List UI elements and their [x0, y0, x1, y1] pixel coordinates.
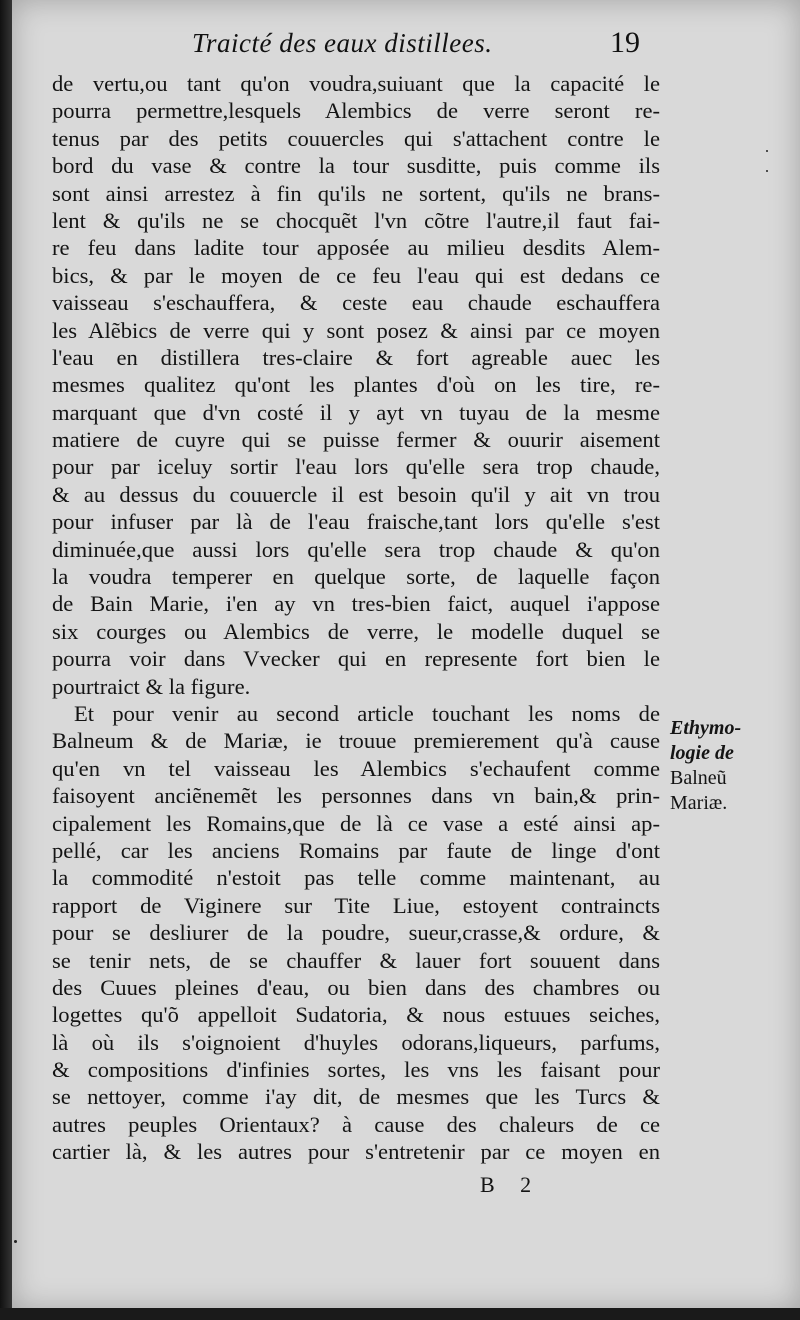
signature-mark: B 2 — [480, 1172, 542, 1197]
text-line: sont ainsi arrestez à fin qu'ils ne sortent, qu'ils ne brans- — [52, 180, 660, 206]
text-line: les Alẽbics de verre qui y sont posez & ainsi par ce moyen — [52, 317, 660, 343]
book-page — [12, 0, 800, 1310]
text-line: Et pour venir au second article touchant les noms de — [74, 700, 660, 726]
text-line: bord du vase & contre la tour susditte, puis comme ils — [52, 153, 660, 179]
margin-note-line: Balneũ — [670, 767, 727, 789]
text-line: faisoyent anciẽnemẽt les personnes dans vn bain,& prin- — [52, 783, 660, 809]
text-line: pour infuser par là de l'eau fraische,tant lors qu'elle s'est — [52, 509, 660, 535]
text-line: vaisseau s'eschauffera, & ceste eau chaude eschauffera — [52, 290, 660, 316]
margin-note-line: Ethymo- — [670, 717, 742, 739]
text-line: re feu dans ladite tour apposée au milieu desdits Alem- — [52, 235, 660, 261]
text-line: six courges ou Alembics de verre, le modelle duquel se — [52, 618, 660, 644]
text-line: la commodité n'estoit pas telle comme maintenant, au — [52, 865, 660, 891]
text-line: autres peuples Orientaux? à cause des chaleurs de ce — [52, 1111, 660, 1137]
text-line: l'eau en distillera tres-claire & fort agreable auec les — [52, 344, 660, 370]
text-line: la voudra temperer en quelque sorte, de laquelle façon — [52, 564, 660, 590]
text-line: pourtraict & la figure. — [52, 673, 251, 699]
text-line: se nettoyer, comme i'ay dit, de mesmes que les Turcs & — [52, 1084, 660, 1110]
text-line: diminuée,que aussi lors qu'elle sera trop chaude & qu'on — [52, 536, 660, 562]
text-line: pellé, car les anciens Romains par faute de linge d'ont — [52, 837, 660, 863]
text-line: mesmes qualitez qu'ont les plantes d'où on les tire, re- — [52, 372, 660, 398]
text-line: de vertu,ou tant qu'on voudra,suiuant que la capacité le — [52, 71, 660, 96]
text-line: pour par iceluy sortir l'eau lors qu'elle sera trop chaude, — [52, 454, 660, 480]
margin-note — [670, 716, 790, 816]
text-line: se tenir nets, de se chauffer & lauer fort souuent dans — [52, 947, 660, 973]
margin-note-line: logie de — [670, 742, 734, 764]
page-number: 19 — [610, 26, 640, 59]
text-line: des Cuues pleines d'eau, ou bien dans des chambres ou — [52, 974, 660, 1000]
text-line: tenus par des petits couuercles qui s'attachent contre le — [52, 125, 660, 151]
text-line: cipalement les Romains,que de là ce vase a esté ainsi ap- — [52, 810, 660, 836]
page-bottom-edge — [0, 1308, 800, 1320]
text-line: qu'en vn tel vaisseau les Alembics s'echaufent comme — [52, 755, 660, 781]
body-text — [52, 70, 660, 1166]
text-line: marquant que d'vn costé il y ayt vn tuyau de la mesme — [52, 399, 660, 425]
text-line: de Bain Marie, i'en ay vn tres-bien faict, auquel i'appose — [52, 591, 660, 617]
text-line: matiere de cuyre qui se puisse fermer & ouurir aisement — [52, 427, 660, 453]
text-line: pour se desliurer de la poudre, sueur,crasse,& ordure, & — [52, 920, 660, 946]
text-line: là où ils s'oignoient d'huyles odorans,liqueurs, parfums, — [52, 1029, 660, 1055]
text-line: bics, & par le moyen de ce feu l'eau qui est dedans ce — [52, 262, 660, 288]
text-line: lent & qu'ils ne se chocquẽt l'vn cõtre l'autre,il faut fai- — [52, 207, 660, 233]
margin-note-line: Mariæ. — [670, 792, 728, 814]
text-line: pourra voir dans Vvecker qui en represente fort bien le — [52, 646, 660, 672]
text-line: logettes qu'õ appelloit Sudatoria, & nous estuues seiches, — [52, 1002, 660, 1028]
text-line: Balneum & de Mariæ, ie trouue premierement qu'à cause — [52, 728, 660, 754]
ink-speck — [766, 150, 768, 152]
ink-speck — [766, 170, 768, 172]
text-line: & compositions d'infinies sortes, les vns les faisant pour — [52, 1057, 660, 1083]
text-line: rapport de Viginere sur Tite Liue, estoyent contraincts — [52, 892, 660, 918]
text-line: pourra permettre,lesquels Alembics de verre seront re- — [52, 98, 660, 124]
text-line: & au dessus du couuercle il est besoin qu'il y ait vn trou — [52, 481, 660, 507]
text-line: cartier là, & les autres pour s'entretenir par ce moyen en — [52, 1139, 660, 1165]
running-title: Traicté des eaux distillees. — [192, 28, 493, 58]
page-header — [12, 28, 800, 68]
ink-speck — [14, 1240, 17, 1243]
